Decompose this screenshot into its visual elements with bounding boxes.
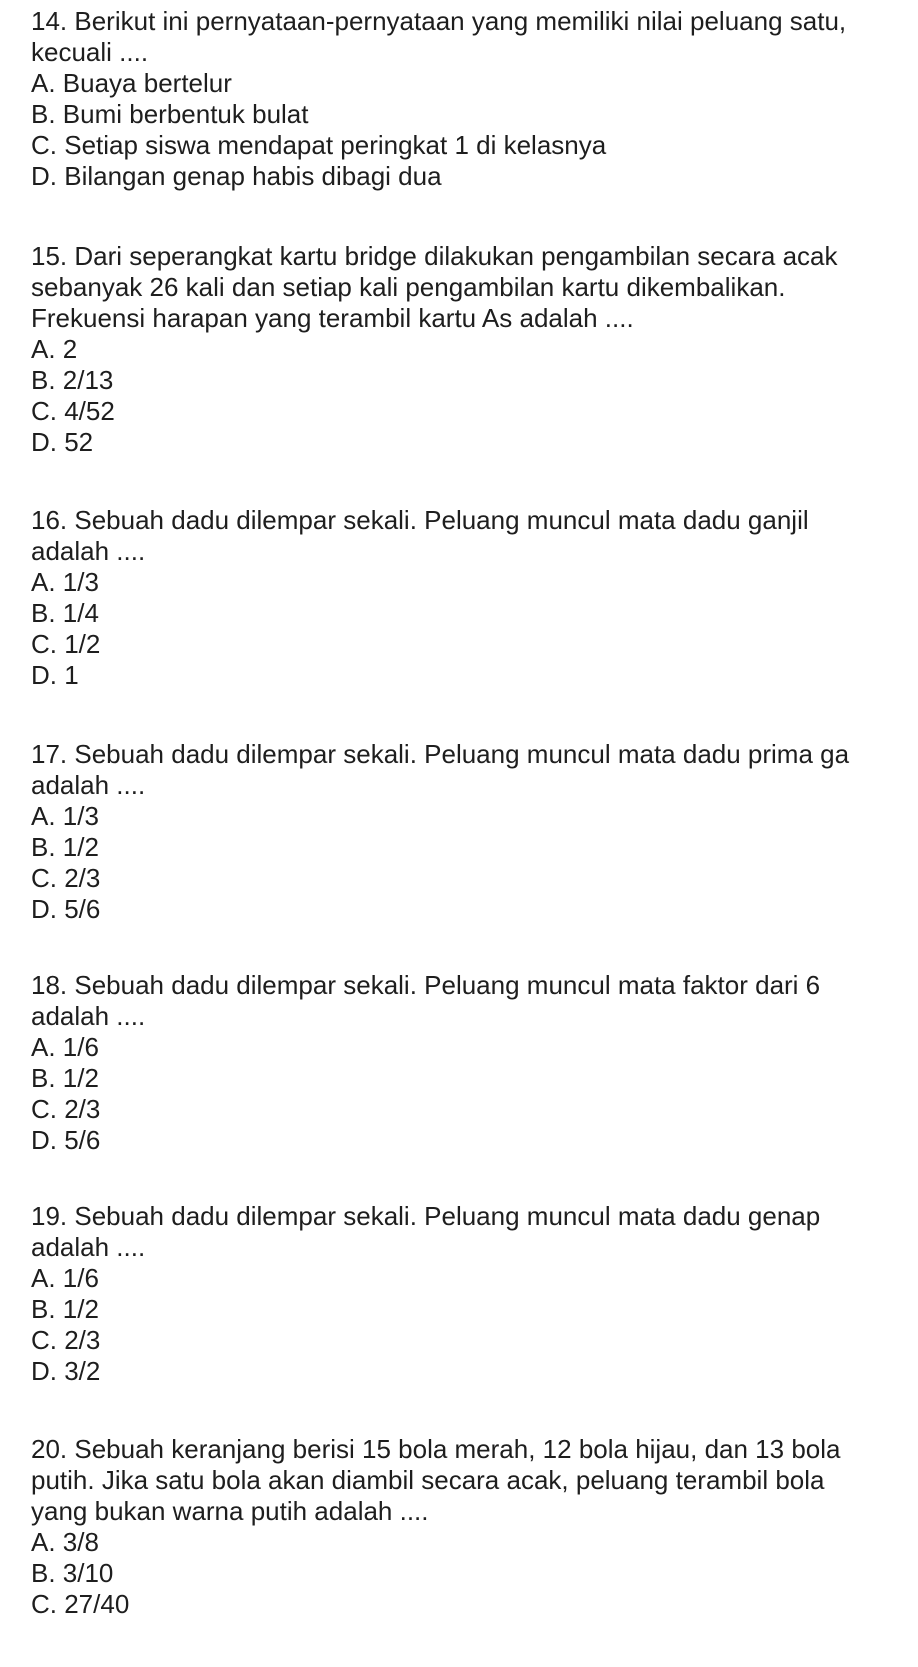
question-text-line: yang bukan warna putih adalah .... (31, 1496, 429, 1526)
question-19 (31, 1201, 918, 1387)
option-d: D. Bilangan genap habis dibagi dua (31, 161, 442, 191)
question-15 (31, 241, 918, 458)
option-b: B. 1/4 (31, 598, 99, 628)
question-text-line: putih. Jika satu bola akan diambil secara acak, peluang terambil bola (31, 1465, 825, 1495)
option-b: B. 1/2 (31, 832, 99, 862)
option-d: D. 5/6 (31, 1125, 101, 1155)
question-text-line: 14. Berikut ini pernyataan-pernyataan yang memiliki nilai peluang satu, (31, 6, 847, 36)
question-17 (31, 739, 918, 925)
option-c: C. 27/40 (31, 1589, 130, 1619)
option-a: A. 1/6 (31, 1032, 99, 1062)
option-d: D. 5/6 (31, 894, 101, 924)
option-a: A. 3/8 (31, 1527, 99, 1557)
option-a: A. Buaya bertelur (31, 68, 232, 98)
option-c: C. 1/2 (31, 629, 101, 659)
question-20 (31, 1434, 918, 1620)
option-c: C. 2/3 (31, 863, 101, 893)
question-text-line: adalah .... (31, 770, 146, 800)
question-18 (31, 970, 918, 1156)
question-14 (31, 6, 918, 192)
option-c: C. Setiap siswa mendapat peringkat 1 di kelasnya (31, 130, 607, 160)
question-text-line: sebanyak 26 kali dan setiap kali pengambilan kartu dikembalikan. (31, 272, 786, 302)
option-b: B. 3/10 (31, 1558, 114, 1588)
question-text-line: adalah .... (31, 536, 146, 566)
option-b: B. 1/2 (31, 1063, 99, 1093)
option-b: B. 2/13 (31, 365, 114, 395)
option-a: A. 1/6 (31, 1263, 99, 1293)
question-text-line: 19. Sebuah dadu dilempar sekali. Peluang muncul mata dadu genap (31, 1201, 821, 1231)
option-c: C. 2/3 (31, 1094, 101, 1124)
option-d: D. 1 (31, 660, 79, 690)
question-text-line: kecuali .... (31, 37, 149, 67)
question-text-line: 20. Sebuah keranjang berisi 15 bola merah, 12 bola hijau, dan 13 bola (31, 1434, 841, 1464)
question-text-line: 15. Dari seperangkat kartu bridge dilakukan pengambilan secara acak (31, 241, 838, 271)
question-text-line: adalah .... (31, 1001, 146, 1031)
option-b: B. Bumi berbentuk bulat (31, 99, 309, 129)
option-d: D. 52 (31, 427, 94, 457)
question-text-line: 17. Sebuah dadu dilempar sekali. Peluang muncul mata dadu prima ga (31, 739, 850, 769)
option-a: A. 2 (31, 334, 78, 364)
option-a: A. 1/3 (31, 567, 99, 597)
option-a: A. 1/3 (31, 801, 99, 831)
question-text-line: Frekuensi harapan yang terambil kartu As adalah .... (31, 303, 634, 333)
question-text-line: 18. Sebuah dadu dilempar sekali. Peluang muncul mata faktor dari 6 (31, 970, 821, 1000)
option-c: C. 4/52 (31, 396, 115, 426)
option-d: D. 3/2 (31, 1356, 101, 1386)
question-16 (31, 505, 918, 691)
option-b: B. 1/2 (31, 1294, 99, 1324)
question-text-line: 16. Sebuah dadu dilempar sekali. Peluang muncul mata dadu ganjil (31, 505, 809, 535)
option-c: C. 2/3 (31, 1325, 101, 1355)
question-text-line: adalah .... (31, 1232, 146, 1262)
